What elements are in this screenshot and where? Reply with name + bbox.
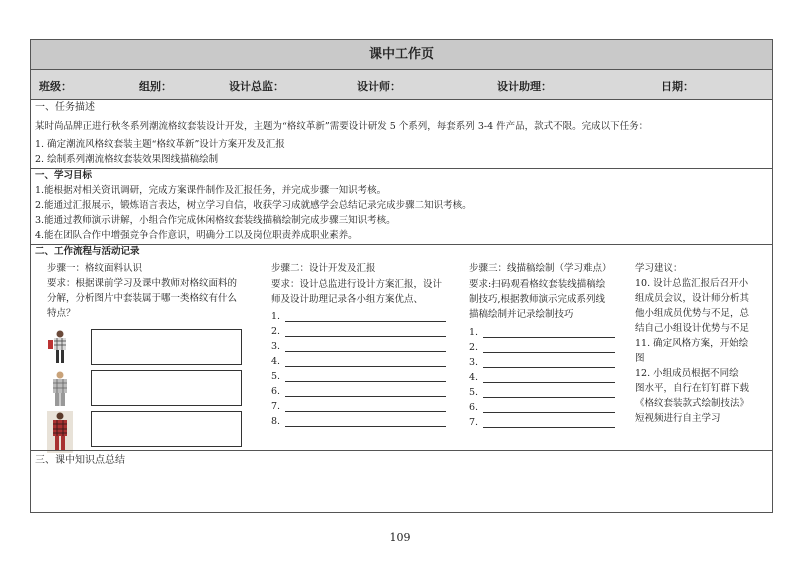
step2-line-number: 7. — [271, 401, 281, 412]
step2-line-number: 6. — [271, 386, 281, 397]
divider — [31, 244, 772, 245]
step2-answer-line[interactable] — [285, 426, 446, 427]
step2-title: 步骤二：设计开发及汇报 — [271, 263, 376, 274]
step3-requirement-line3: 描稿绘制并记录绘制技巧 — [469, 309, 574, 320]
divider — [31, 168, 772, 169]
step2-answer-line[interactable] — [285, 366, 446, 367]
step2-answer-line[interactable] — [285, 381, 446, 382]
worksheet — [30, 39, 773, 513]
step1-requirement-line3: 特点？ — [47, 308, 76, 319]
step3-line-number: 1. — [469, 327, 479, 338]
step1-title: 步骤一：格纹面料认识 — [47, 263, 143, 274]
step2-answer-line[interactable] — [285, 321, 446, 322]
step1-requirement-line1: 要求：根据课前学习及课中教师对格纹面料的 — [47, 278, 238, 289]
page-title: 课中工作页 — [31, 40, 772, 70]
workflow-heading: 二、工作流程与活动记录 — [35, 246, 140, 257]
step2-line-number: 1. — [271, 311, 281, 322]
advice-line: 图 — [635, 353, 645, 364]
step3-requirement-line1: 要求:扫码观看格纹套装线描稿绘 — [469, 279, 606, 290]
advice-line: 他小组成员优势与不足，总 — [635, 308, 750, 319]
advice-title: 学习建议： — [635, 263, 683, 274]
task-item-1: 1. 确定潮流风格纹套装主题“格纹革新”设计方案开发及汇报 — [35, 139, 285, 150]
answer-box-1[interactable] — [91, 329, 242, 365]
goal-item-2: 2.能通过汇报展示，锻炼语言表达，树立学习自信，收获学习成就感学会总结记录完成步骤二知识考核。 — [35, 200, 472, 211]
task-item-2: 2. 绘制系列潮流格纹套装效果图线描稿绘制 — [35, 154, 219, 165]
goal-item-4: 4.能在团队合作中增强竞争合作意识，明确分工以及岗位职责养成职业素养。 — [35, 230, 358, 241]
step3-answer-line[interactable] — [483, 397, 615, 398]
summary-heading: 三、课中知识点总结 — [35, 455, 125, 466]
goals-heading: 一、学习目标 — [35, 170, 93, 181]
field-design-director: 设计总监： — [229, 80, 284, 93]
plaid-outfit-image — [47, 370, 73, 408]
step3-title: 步骤三：线描稿绘制（学习难点） — [469, 263, 612, 274]
advice-line: 组成员会议，设计师分析其 — [635, 293, 750, 304]
step2-line-number: 5. — [271, 371, 281, 382]
step2-line-number: 4. — [271, 356, 281, 367]
advice-line: 结自己小组设计优势与不足 — [635, 323, 750, 334]
step1-requirement-line2: 分解，分析图片中套装属于哪一类格纹有什么 — [47, 293, 238, 304]
plaid-outfit-image — [47, 329, 73, 365]
step2-answer-line[interactable] — [285, 351, 446, 352]
divider — [31, 450, 772, 451]
field-designer: 设计师： — [357, 80, 401, 93]
info-row — [31, 70, 772, 100]
advice-line: 图水平，自行在钉钉群下载 — [635, 383, 750, 394]
field-group: 组别： — [139, 80, 172, 93]
step3-line-number: 2. — [469, 342, 479, 353]
step3-requirement-line2: 制技巧,根据教师演示完成系列线 — [469, 294, 606, 305]
answer-box-2[interactable] — [91, 370, 242, 406]
step3-line-number: 5. — [469, 387, 479, 398]
step2-answer-line[interactable] — [285, 411, 446, 412]
step3-line-number: 7. — [469, 417, 479, 428]
step3-answer-line[interactable] — [483, 382, 615, 383]
step2-answer-line[interactable] — [285, 396, 446, 397]
field-design-assistant: 设计助理： — [497, 80, 552, 93]
advice-line: 10. 设计总监汇报后召开小 — [635, 278, 749, 289]
goal-item-1: 1.能根据对相关资讯调研，完成方案课件制作及汇报任务，并完成步骤一知识考核。 — [35, 185, 387, 196]
step2-requirement-line1: 要求：设计总监进行设计方案汇报，设计 — [271, 279, 443, 290]
step3-answer-line[interactable] — [483, 367, 615, 368]
step3-answer-line[interactable] — [483, 427, 615, 428]
step3-answer-line[interactable] — [483, 412, 615, 413]
plaid-outfit-image — [47, 411, 73, 453]
answer-box-3[interactable] — [91, 411, 242, 447]
task-description: 某时尚品牌正进行秋冬系列潮流格纹套装设计开发，主题为“格纹革新”需要设计研发 5 个系列，每套系列 3-4 件产品，款式不限。完成以下任务： — [35, 121, 649, 132]
page-number: 109 — [389, 531, 411, 544]
field-class: 班级： — [39, 80, 72, 93]
step3-answer-line[interactable] — [483, 352, 615, 353]
step3-line-number: 3. — [469, 357, 479, 368]
step2-answer-line[interactable] — [285, 336, 446, 337]
step2-line-number: 3. — [271, 341, 281, 352]
step3-answer-line[interactable] — [483, 337, 615, 338]
step3-line-number: 6. — [469, 402, 479, 413]
advice-line: 短视频进行自主学习 — [635, 413, 721, 424]
step2-line-number: 8. — [271, 416, 281, 427]
step2-line-number: 2. — [271, 326, 281, 337]
step3-line-number: 4. — [469, 372, 479, 383]
advice-line: 11. 确定风格方案，开始绘 — [635, 338, 749, 349]
task-heading: 一、任务描述 — [35, 102, 95, 113]
goal-item-3: 3.能通过教师演示讲解，小组合作完成休闲格纹套装线描稿绘制完成步骤三知识考核。 — [35, 215, 396, 226]
step2-requirement-line2: 师及设计助理记录各小组方案优点、 — [271, 294, 424, 305]
field-date: 日期： — [661, 80, 694, 93]
advice-line: 《格纹套装款式绘制技法》 — [635, 398, 750, 409]
advice-line: 12. 小组成员根据不同绘 — [635, 368, 739, 379]
